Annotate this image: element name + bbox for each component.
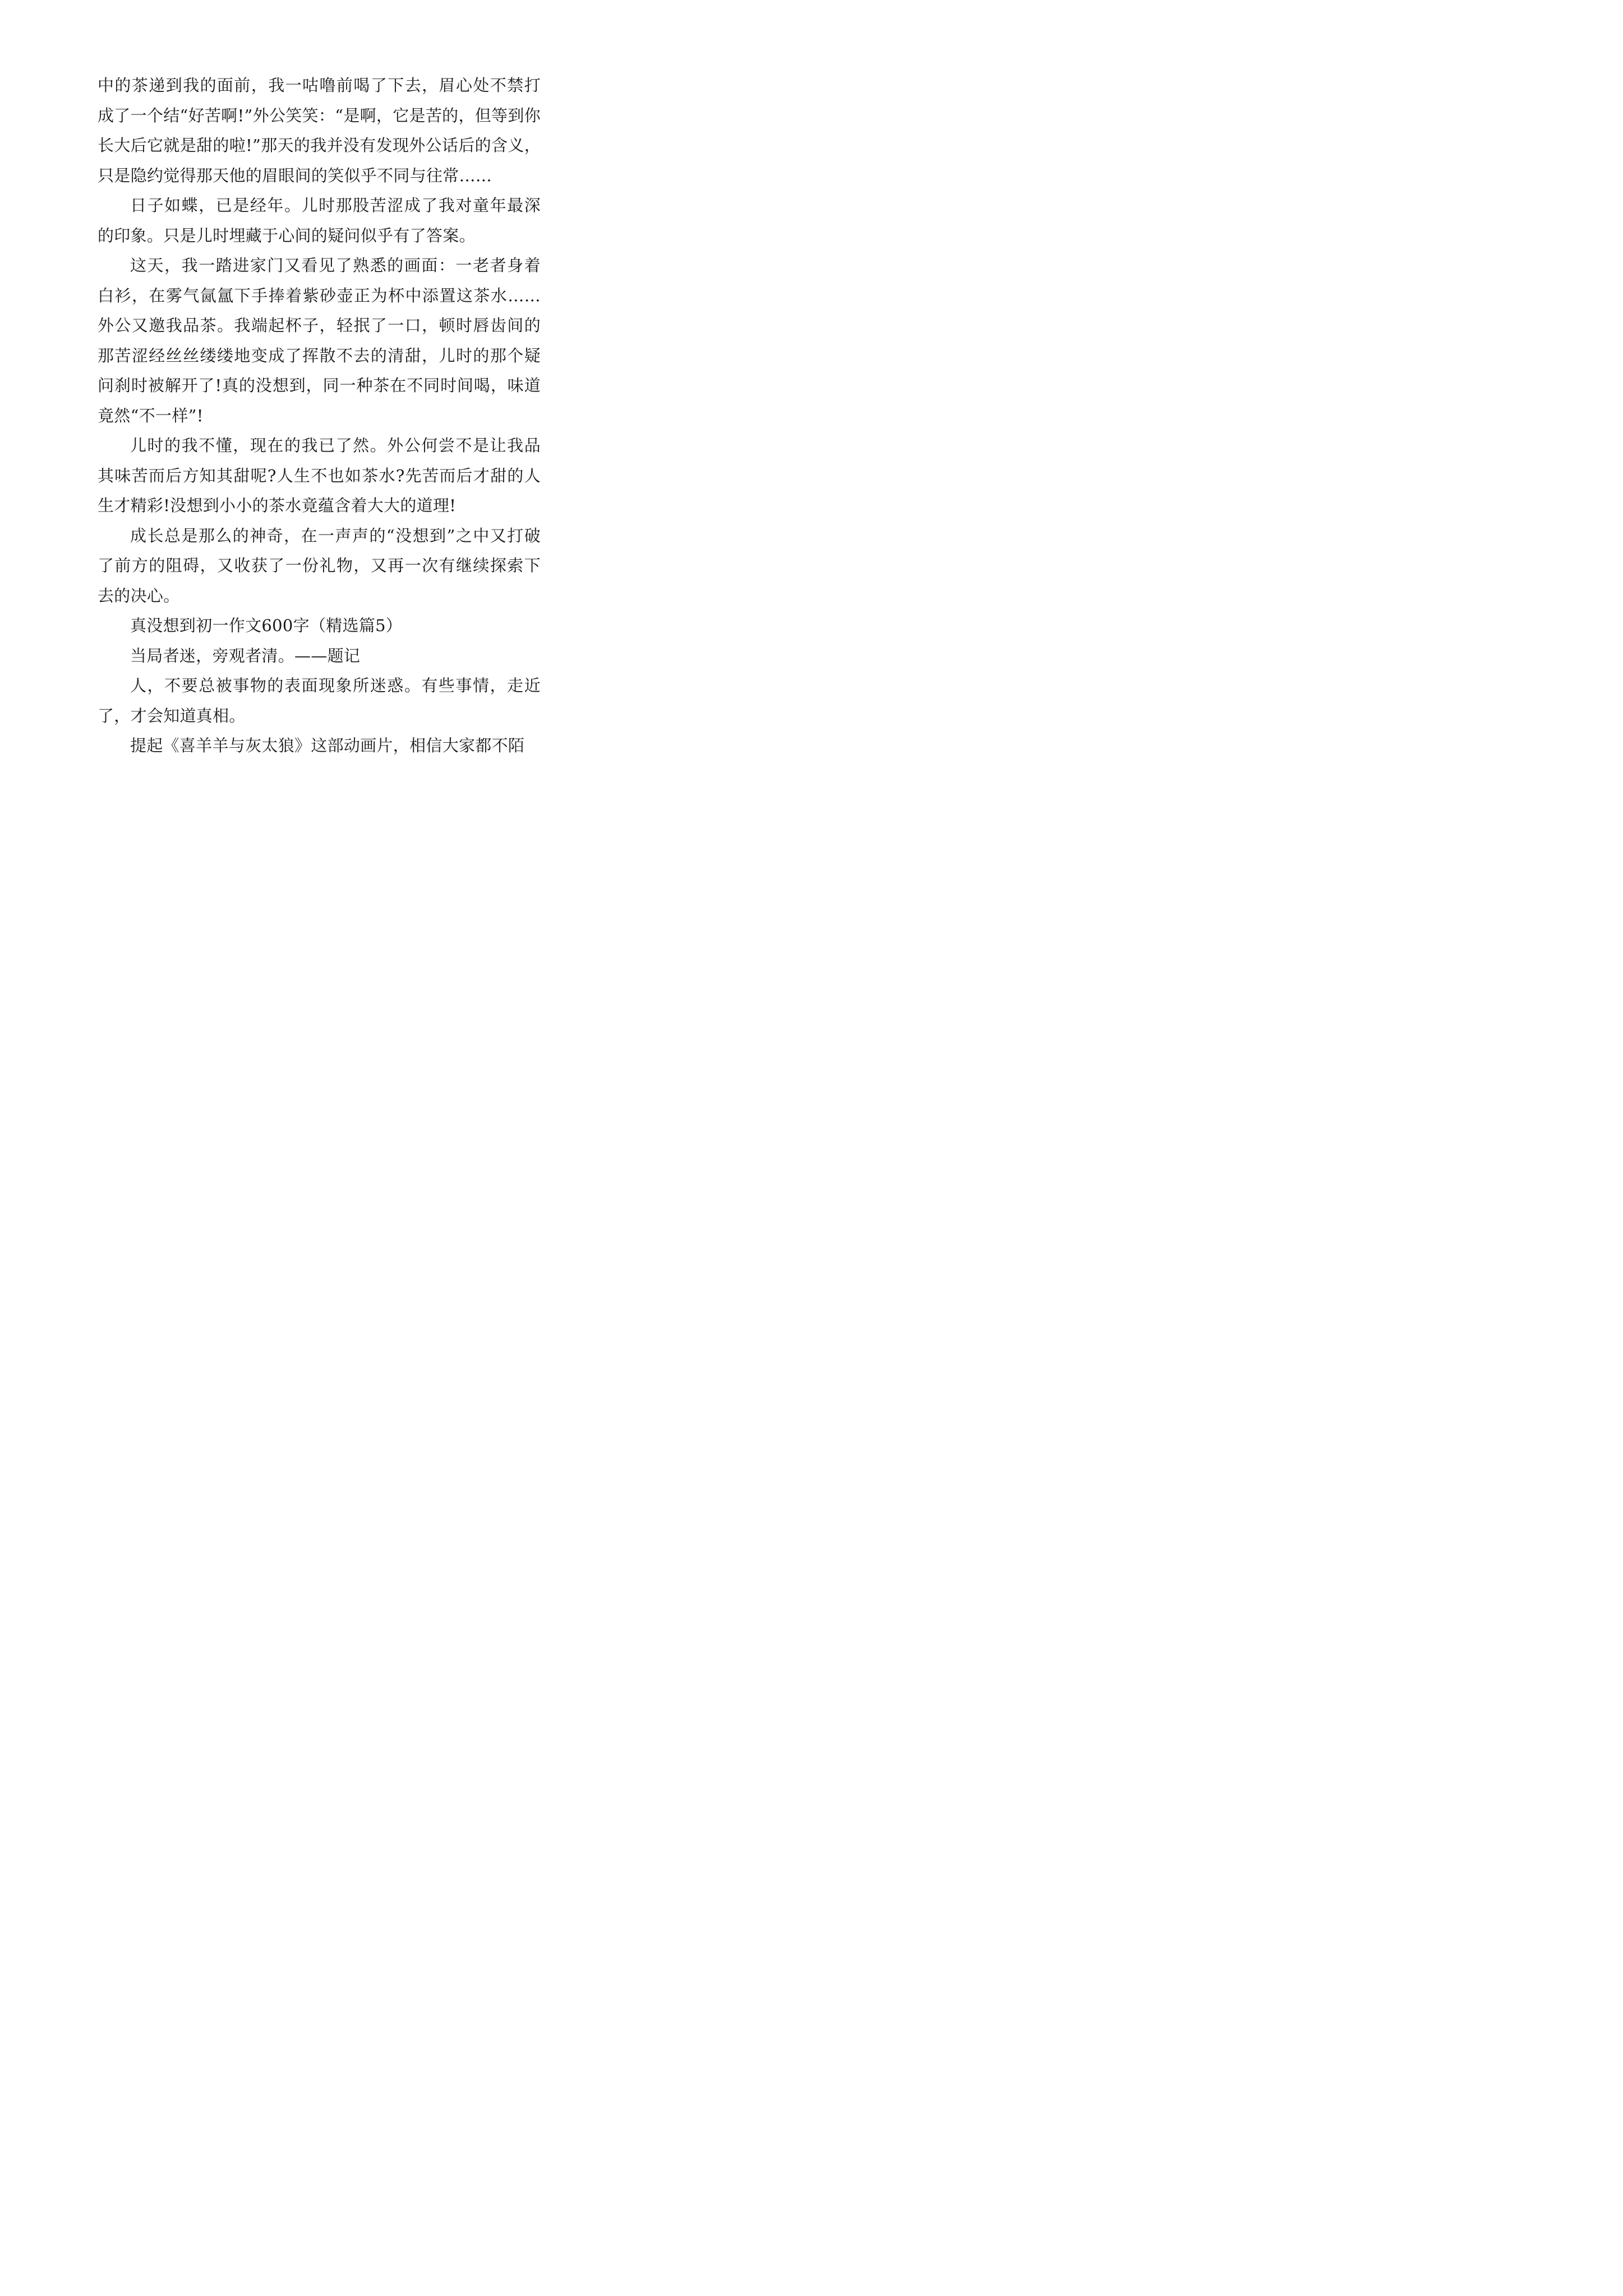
paragraph: 日子如蝶，已是经年。儿时那股苦涩成了我对童年最深的印象。只是儿时埋藏于心间的疑问似乎有了答案。 [98,196,541,245]
paragraph: 这天，我一踏进家门又看见了熟悉的画面：一老者身着白衫，在雾气氤氲下手捧着紫砂壶正为杯中添置这茶水……外公又邀我品茶。我端起杯子，轻抿了一口，顿时唇齿间的那苦涩经丝丝缕缕地变成了挥散不去的清甜，儿时的那个疑问刹时被解开了!真的没想到，同一种茶在不同时间喝，味道竟然“不一样”! [98,256,541,425]
paragraph: 人，不要总被事物的表面现象所迷惑。有些事情，走近了，才会知道真相。 [98,676,541,725]
paragraph: 成长总是那么的神奇，在一声声的“没想到”之中又打破了前方的阻碍，又收获了一份礼物，又再一次有继续探索下去的决心。 [98,526,541,605]
article-body [98,71,541,761]
document-page [0,0,634,898]
section-heading: 真没想到初一作文600字（精选篇5） [130,616,403,635]
paragraph-continued: 中的茶递到我的面前，我一咕噜前喝了下去，眉心处不禁打成了一个结“好苦啊!”外公笑笑：“是啊，它是苦的，但等到你长大后它就是甜的啦!”那天的我并没有发现外公话后的含义，只是隐约觉得那天他的眉眼间的笑似乎不同与往常…… [98,76,541,185]
paragraph: 儿时的我不懂，现在的我已了然。外公何尝不是让我品其味苦而后方知其甜呢?人生不也如茶水?先苦而后才甜的人生才精彩!没想到小小的茶水竟蕴含着大大的道理! [98,436,541,515]
paragraph: 提起《喜羊羊与灰太狼》这部动画片，相信大家都不陌 [130,736,525,755]
epigraph: 当局者迷，旁观者清。——题记 [130,646,361,665]
